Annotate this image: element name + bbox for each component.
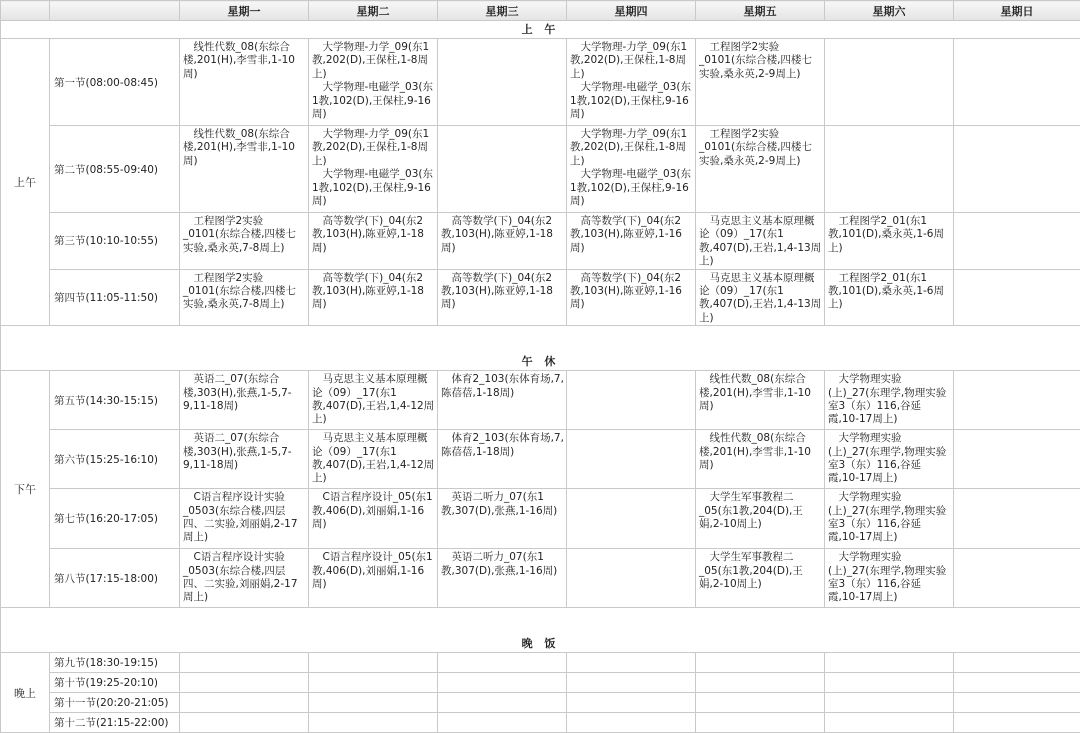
course-cell[interactable] <box>954 713 1080 733</box>
header-blank-2 <box>50 1 180 21</box>
course-entry: 工程图学2实验_0101(东综合楼,四楼七实验,桑永英,7-8周上) <box>183 272 306 312</box>
course-cell[interactable] <box>438 269 567 326</box>
course-entry: 大学物理-力学_09(东1教,202(D),王保柱,1-8周上) <box>570 41 693 81</box>
course-cell[interactable] <box>438 430 567 489</box>
section-noon: 午 休 <box>1 326 1080 371</box>
course-cell[interactable] <box>309 653 438 673</box>
course-entry: 高等数学(下)_04(东2教,103(H),陈亚婷,1-18周) <box>441 272 564 312</box>
course-entry: 高等数学(下)_04(东2教,103(H),陈亚婷,1-16周) <box>570 272 693 312</box>
course-cell[interactable] <box>825 653 954 673</box>
course-cell[interactable] <box>438 39 567 126</box>
course-cell[interactable] <box>567 693 696 713</box>
header-day-mon: 星期一 <box>180 1 309 21</box>
section-noon-row <box>1 326 1080 371</box>
table-row <box>1 371 1080 430</box>
course-entry: 大学物理-力学_09(东1教,202(D),王保柱,1-8周上) <box>312 128 435 168</box>
header-row <box>1 1 1080 21</box>
course-cell[interactable] <box>180 213 309 270</box>
course-cell[interactable] <box>825 213 954 270</box>
course-cell[interactable] <box>567 713 696 733</box>
period-morning: 上午 <box>1 39 50 326</box>
table-row <box>1 713 1080 733</box>
course-cell[interactable] <box>309 693 438 713</box>
course-cell[interactable] <box>825 713 954 733</box>
table-row <box>1 430 1080 489</box>
course-entry: 线性代数_08(东综合楼,201(H),李雪非,1-10周) <box>183 41 306 81</box>
course-cell[interactable] <box>696 489 825 549</box>
table-row <box>1 653 1080 673</box>
section-morning-row <box>1 21 1080 39</box>
period-label: 第十一节(20:20-21:05) <box>50 693 180 713</box>
course-entry: 英语二_07(东综合楼,303(H),张燕,1-5,7-9,11-18周) <box>183 432 306 472</box>
course-cell[interactable] <box>825 673 954 693</box>
course-entry: 高等数学(下)_04(东2教,103(H),陈亚婷,1-18周) <box>441 215 564 255</box>
course-cell[interactable] <box>825 269 954 326</box>
course-cell[interactable] <box>954 653 1080 673</box>
course-entry: 大学物理实验(上)_27(东理学,物理实验室3（东）116,谷延霞,10-17周上) <box>828 491 951 545</box>
course-cell[interactable] <box>180 549 309 608</box>
course-entry: 大学物理-电磁学_03(东1教,102(D),王保柱,9-16周) <box>570 168 693 208</box>
header-day-wed: 星期三 <box>438 1 567 21</box>
course-cell[interactable] <box>825 126 954 213</box>
period-label: 第五节(14:30-15:15) <box>50 371 180 430</box>
course-cell[interactable] <box>438 213 567 270</box>
period-label: 第四节(11:05-11:50) <box>50 269 180 326</box>
course-cell[interactable] <box>180 39 309 126</box>
course-entry: 大学物理实验(上)_27(东理学,物理实验室3（东）116,谷延霞,10-17周上) <box>828 551 951 605</box>
course-entry: 英语二_07(东综合楼,303(H),张燕,1-5,7-9,11-18周) <box>183 373 306 413</box>
course-cell[interactable] <box>438 693 567 713</box>
course-cell[interactable] <box>438 126 567 213</box>
course-cell[interactable] <box>696 126 825 213</box>
course-cell[interactable] <box>180 489 309 549</box>
course-cell[interactable] <box>567 653 696 673</box>
course-cell[interactable] <box>567 269 696 326</box>
course-entry: 大学物理-电磁学_03(东1教,102(D),王保柱,9-16周) <box>312 81 435 121</box>
course-entry: 工程图学2_01(东1教,101(D),桑永英,1-6周上) <box>828 272 951 312</box>
course-cell[interactable] <box>438 713 567 733</box>
course-cell[interactable] <box>438 653 567 673</box>
course-cell[interactable] <box>180 371 309 430</box>
header-blank-1 <box>1 1 50 21</box>
course-entry: 工程图学2实验_0101(东综合楼,四楼七实验,桑永英,7-8周上) <box>183 215 306 255</box>
course-cell[interactable] <box>696 213 825 270</box>
course-cell[interactable] <box>567 39 696 126</box>
section-morning: 上 午 <box>1 21 1080 39</box>
course-cell[interactable] <box>309 489 438 549</box>
header-day-thu: 星期四 <box>567 1 696 21</box>
course-cell[interactable] <box>954 371 1080 430</box>
period-evening: 晚上 <box>1 653 50 733</box>
course-cell[interactable] <box>309 126 438 213</box>
course-cell[interactable] <box>309 430 438 489</box>
course-cell[interactable] <box>696 371 825 430</box>
course-cell[interactable] <box>825 489 954 549</box>
course-entry: 马克思主义基本原理概论（09）_17(东1教,407(D),王岩,1,4-12周上) <box>312 373 435 427</box>
course-entry: 体育2_103(东体育场,7,陈蓓蓓,1-18周) <box>441 373 564 400</box>
course-cell[interactable] <box>954 549 1080 608</box>
period-label: 第六节(15:25-16:10) <box>50 430 180 489</box>
course-cell[interactable] <box>180 269 309 326</box>
course-cell[interactable] <box>825 693 954 713</box>
course-cell[interactable] <box>567 371 696 430</box>
course-cell[interactable] <box>954 693 1080 713</box>
course-entry: 线性代数_08(东综合楼,201(H),李雪非,1-10周) <box>699 432 822 472</box>
course-cell[interactable] <box>180 673 309 693</box>
course-entry: 大学物理-力学_09(东1教,202(D),王保柱,1-8周上) <box>570 128 693 168</box>
period-label: 第八节(17:15-18:00) <box>50 549 180 608</box>
course-entry: 工程图学2_01(东1教,101(D),桑永英,1-6周上) <box>828 215 951 255</box>
course-cell[interactable] <box>954 213 1080 270</box>
course-cell[interactable] <box>438 489 567 549</box>
course-entry: 马克思主义基本原理概论（09）_17(东1教,407(D),王岩,1,4-13周上) <box>699 215 822 269</box>
table-row <box>1 213 1080 270</box>
table-row <box>1 489 1080 549</box>
course-entry: C语言程序设计_05(东1教,406(D),刘丽娟,1-16周) <box>312 491 435 531</box>
course-cell[interactable] <box>180 693 309 713</box>
course-cell[interactable] <box>567 126 696 213</box>
table-row <box>1 693 1080 713</box>
header-day-fri: 星期五 <box>696 1 825 21</box>
course-cell[interactable] <box>180 713 309 733</box>
course-cell[interactable] <box>954 269 1080 326</box>
course-cell[interactable] <box>825 39 954 126</box>
course-cell[interactable] <box>954 39 1080 126</box>
course-cell[interactable] <box>696 693 825 713</box>
course-cell[interactable] <box>567 673 696 693</box>
section-dinner: 晚 饭 <box>1 608 1080 653</box>
course-cell[interactable] <box>696 713 825 733</box>
table-row <box>1 39 1080 126</box>
course-cell[interactable] <box>954 430 1080 489</box>
period-label: 第三节(10:10-10:55) <box>50 213 180 270</box>
course-cell[interactable] <box>309 213 438 270</box>
course-cell[interactable] <box>180 430 309 489</box>
course-entry: 高等数学(下)_04(东2教,103(H),陈亚婷,1-18周) <box>312 215 435 255</box>
course-entry: 高等数学(下)_04(东2教,103(H),陈亚婷,1-18周) <box>312 272 435 312</box>
course-cell[interactable] <box>825 371 954 430</box>
course-cell[interactable] <box>825 430 954 489</box>
timetable-body <box>1 21 1080 733</box>
course-entry: 大学物理实验(上)_27(东理学,物理实验室3（东）116,谷延霞,10-17周上) <box>828 373 951 427</box>
course-entry: 大学生军事教程二_05(东1教,204(D),王娟,2-10周上) <box>699 551 822 591</box>
table-row <box>1 549 1080 608</box>
course-cell[interactable] <box>696 39 825 126</box>
course-entry: 工程图学2实验_0101(东综合楼,四楼七实验,桑永英,2-9周上) <box>699 128 822 168</box>
course-cell[interactable] <box>309 713 438 733</box>
course-cell[interactable] <box>954 673 1080 693</box>
course-entry: 大学物理-电磁学_03(东1教,102(D),王保柱,9-16周) <box>570 81 693 121</box>
course-cell[interactable] <box>567 549 696 608</box>
course-cell[interactable] <box>567 213 696 270</box>
course-entry: 大学物理-电磁学_03(东1教,102(D),王保柱,9-16周) <box>312 168 435 208</box>
course-entry: 线性代数_08(东综合楼,201(H),李雪非,1-10周) <box>699 373 822 413</box>
course-entry: 马克思主义基本原理概论（09）_17(东1教,407(D),王岩,1,4-12周上) <box>312 432 435 486</box>
course-entry: 大学生军事教程二_05(东1教,204(D),王娟,2-10周上) <box>699 491 822 531</box>
course-cell[interactable] <box>567 489 696 549</box>
course-entry: 英语二听力_07(东1教,307(D),张燕,1-16周) <box>441 551 564 578</box>
period-label: 第九节(18:30-19:15) <box>50 653 180 673</box>
course-cell[interactable] <box>954 126 1080 213</box>
course-cell[interactable] <box>696 549 825 608</box>
course-cell[interactable] <box>309 673 438 693</box>
period-label: 第二节(08:55-09:40) <box>50 126 180 213</box>
period-label: 第十二节(21:15-22:00) <box>50 713 180 733</box>
period-label: 第七节(16:20-17:05) <box>50 489 180 549</box>
course-cell[interactable] <box>309 371 438 430</box>
header-day-tue: 星期二 <box>309 1 438 21</box>
course-cell[interactable] <box>954 489 1080 549</box>
course-cell[interactable] <box>180 126 309 213</box>
header-day-sun: 星期日 <box>954 1 1080 21</box>
course-entry: 英语二听力_07(东1教,307(D),张燕,1-16周) <box>441 491 564 518</box>
course-entry: 高等数学(下)_04(东2教,103(H),陈亚婷,1-16周) <box>570 215 693 255</box>
course-cell[interactable] <box>696 653 825 673</box>
course-cell[interactable] <box>309 269 438 326</box>
course-cell[interactable] <box>309 39 438 126</box>
course-cell[interactable] <box>567 430 696 489</box>
section-dinner-row <box>1 608 1080 653</box>
table-row <box>1 673 1080 693</box>
course-cell[interactable] <box>438 549 567 608</box>
course-entry: 线性代数_08(东综合楼,201(H),李雪非,1-10周) <box>183 128 306 168</box>
course-entry: C语言程序设计实验_0503(东综合楼,四层四、二实验,刘丽娟,2-17周上) <box>183 551 306 605</box>
table-row <box>1 269 1080 326</box>
course-entry: C语言程序设计实验_0503(东综合楼,四层四、二实验,刘丽娟,2-17周上) <box>183 491 306 545</box>
course-cell[interactable] <box>696 269 825 326</box>
course-cell[interactable] <box>180 653 309 673</box>
course-cell[interactable] <box>438 673 567 693</box>
header-day-sat: 星期六 <box>825 1 954 21</box>
course-entry: 马克思主义基本原理概论（09）_17(东1教,407(D),王岩,1,4-13周上) <box>699 272 822 326</box>
course-cell[interactable] <box>696 430 825 489</box>
course-entry: C语言程序设计_05(东1教,406(D),刘丽娟,1-16周) <box>312 551 435 591</box>
period-label: 第一节(08:00-08:45) <box>50 39 180 126</box>
table-row <box>1 126 1080 213</box>
course-entry: 大学物理-力学_09(东1教,202(D),王保柱,1-8周上) <box>312 41 435 81</box>
course-entry: 工程图学2实验_0101(东综合楼,四楼七实验,桑永英,2-9周上) <box>699 41 822 81</box>
course-cell[interactable] <box>696 673 825 693</box>
period-afternoon: 下午 <box>1 371 50 608</box>
period-label: 第十节(19:25-20:10) <box>50 673 180 693</box>
course-entry: 大学物理实验(上)_27(东理学,物理实验室3（东）116,谷延霞,10-17周上) <box>828 432 951 486</box>
course-cell[interactable] <box>309 549 438 608</box>
course-cell[interactable] <box>438 371 567 430</box>
course-entry: 体育2_103(东体育场,7,陈蓓蓓,1-18周) <box>441 432 564 459</box>
course-cell[interactable] <box>825 549 954 608</box>
